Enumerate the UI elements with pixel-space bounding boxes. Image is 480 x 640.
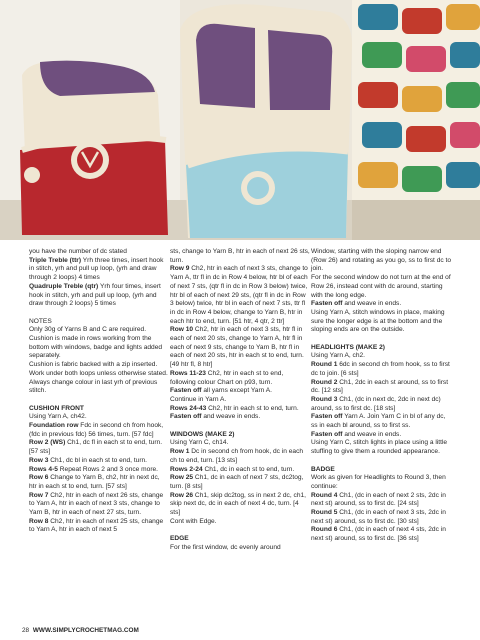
hero-photo <box>0 0 480 240</box>
instruction: Cont with Edge. <box>170 517 217 525</box>
instruction-row: Row 8 Ch2, htr in each of next 25 sts, change to Yarn A, htr in each of next 5 <box>29 517 164 534</box>
note: Only 30g of Yarns B and C are required. <box>29 326 147 334</box>
instruction-row: Row 2 (WS) Ch1, dc fl in each st to end, turn. [57 sts] <box>29 439 163 456</box>
headlights-heading: HEADLIGHTS (MAKE 2) <box>311 343 385 351</box>
definition-ttr: Triple Treble (ttr) Yrh three times, insert hook in stitch, yrh and pull up loop, (yrh and draw through 2 loops) 4 times <box>29 256 164 282</box>
instruction: For the first window, dc evenly around <box>170 543 281 551</box>
instruction-row: Fasten off Yarn A. Join Yarn C in bl of any dc, ss in each bl around, ss to first ss. <box>311 413 446 430</box>
instruction-row: Rows 2-24 Ch1, dc in each st to end, turn. <box>170 465 295 473</box>
definition-qtr: Quadruple Treble (qtr) Yrh four times, insert hook in stitch, yrh and pull up loop, (yrh and draw through 2 loops) 5 times <box>29 282 161 308</box>
edge-heading: EDGE <box>170 535 189 543</box>
paragraph: For the second window do not turn at the end of Row 26, instead cont with dc around, starting with the long edge. <box>311 274 451 299</box>
text-column-1 <box>29 248 169 535</box>
instruction-row: Round 6 Ch1, (dc in each of next 4 sts, 2dc in next st) around, ss to first dc. [36 sts] <box>311 526 446 543</box>
instruction-row: Row 6 Change to Yarn B, ch2, htr in next dc, htr in each st to end, turn. [57 sts] <box>29 474 160 490</box>
instruction: Using Yarn A, ch42. <box>29 413 87 421</box>
instruction-row: Rows 11-23 Ch2, htr in each st to end, following colour Chart on p93, turn. <box>170 369 284 386</box>
crocheted-campervan-cushions-photo <box>0 0 480 240</box>
instruction-row: Fasten off all yarns except Yarn A. <box>170 387 273 395</box>
instruction: Continue in Yarn A. <box>170 395 227 403</box>
instruction-row: Round 4 Ch1, (dc in each of next 2 sts, 2dc in next st) around, ss to first dc. [24 sts] <box>311 491 446 508</box>
instruction: Work as given for Headlights to Round 3, then continue: <box>311 474 446 490</box>
note: Always change colour in last yrh of previous stitch. <box>29 378 158 395</box>
instruction-row: Rows 4-5 Repeat Rows 2 and 3 once more. <box>29 465 159 473</box>
paragraph: sts, change to Yarn B, htr in each of next 26 sts, turn. <box>170 248 310 264</box>
paragraph: Using Yarn C, stitch lights in place using a little stuffing to give them a rounded appearance. <box>311 439 448 456</box>
instruction-row: Row 1 Dc in second ch from hook, dc in each ch to end, turn. [13 sts] <box>170 448 304 464</box>
notes-heading: NOTES <box>29 317 52 325</box>
instruction-row: Round 2 Ch1, 2dc in each st around, ss to first dc. [12 sts] <box>311 378 449 395</box>
paragraph: Using Yarn A, stitch windows in place, making sure the longer edge is at the bottom and the sloping ends are on the outside. <box>311 308 445 334</box>
instruction-row: Row 10 Ch2, htr in each of next 3 sts, htr fl in each of next 20 sts, change to Yarn A, htr fl in each of next 9 sts, change to Yarn B, htr fl in each of next 20 sts, htr in each st to end, turn. [49 htr fl, 8 htr] <box>170 326 304 369</box>
note: Cushion is fabric backed with a zip inserted. <box>29 361 158 369</box>
badge-heading: BADGE <box>311 465 335 473</box>
instruction-row: Row 9 Ch2, htr in each of next 3 sts, change to Yarn A, ttr fl in dc in Row 4 below, htr bl of each of next 7 sts, (qtr fl in dc in Row 3 below) twice, htr bl of each of next 29 sts, (qtr fl in dc in Row 3 below) twice, htr bl in each of next 7 sts, ttr fl in dc in Row 4 below, change to Yarn B, htr in each htr to end, turn. [51 htr, 4 qtr, 2 ttr] <box>170 265 308 325</box>
paragraph: you have the number of dc stated <box>29 248 127 255</box>
page-number: 28 <box>22 627 30 634</box>
cushion-front-heading: CUSHION FRONT <box>29 404 84 412</box>
website-url[interactable]: WWW.SIMPLYCROCHETMAG.COM <box>32 627 139 634</box>
instruction-row: Round 1 6dc in second ch from hook, ss to first dc to join. [6 sts] <box>311 361 450 377</box>
instruction-row: Foundation row Fdc in second ch from hook, (fdc in previous fdc) 56 times, turn. [57 fdc] <box>29 422 164 438</box>
paragraph: Window, starting with the sloping narrow end (Row 26) and rotating as you go, ss to first dc to join. <box>311 248 452 273</box>
text-column-3 <box>311 248 451 544</box>
windows-heading: WINDOWS (MAKE 2) <box>170 430 235 438</box>
instruction-row: Row 26 Ch1, skip dc2tog, ss in next 2 dc, ch1, skip next dc, dc in each of next 4 dc, turn. [4 sts] <box>170 491 306 517</box>
instruction-row: Row 7 Ch2, htr in each of next 26 sts, change to Yarn A, htr in each of next 3 sts, change to Yarn B, htr in each of next 27 sts, turn. <box>29 491 164 517</box>
instruction-row: Fasten off and weave in ends. <box>311 300 402 308</box>
page-footer <box>22 627 139 635</box>
instruction-row: Fasten off and weave in ends. <box>311 430 402 438</box>
instruction: Using Yarn C, ch14. <box>170 439 229 447</box>
instruction-row: Round 3 Ch1, (dc in next dc, 2dc in next dc) around, ss to first dc. [18 sts] <box>311 395 441 412</box>
instruction-row: Fasten off and weave in ends. <box>170 413 261 421</box>
instruction-row: Row 3 Ch1, dc bl in each st to end, turn. <box>29 456 148 464</box>
instruction-row: Rows 24-43 Ch2, htr in each st to end, turn. <box>170 404 299 412</box>
instruction-row: Round 5 Ch1, (dc in each of next 3 sts, 2dc in next st) around, ss to first dc. [30 sts] <box>311 509 446 525</box>
text-column-2 <box>170 248 310 553</box>
instruction: Using Yarn A, ch2. <box>311 352 366 360</box>
note: Work under both loops unless otherwise stated. <box>29 369 168 377</box>
note: Cushion is made in rows working from the bottom with windows, badge and lights added separately. <box>29 335 163 360</box>
instruction-row: Row 25 Ch1, dc in each of next 7 sts, dc2tog, turn. [8 sts] <box>170 474 304 490</box>
